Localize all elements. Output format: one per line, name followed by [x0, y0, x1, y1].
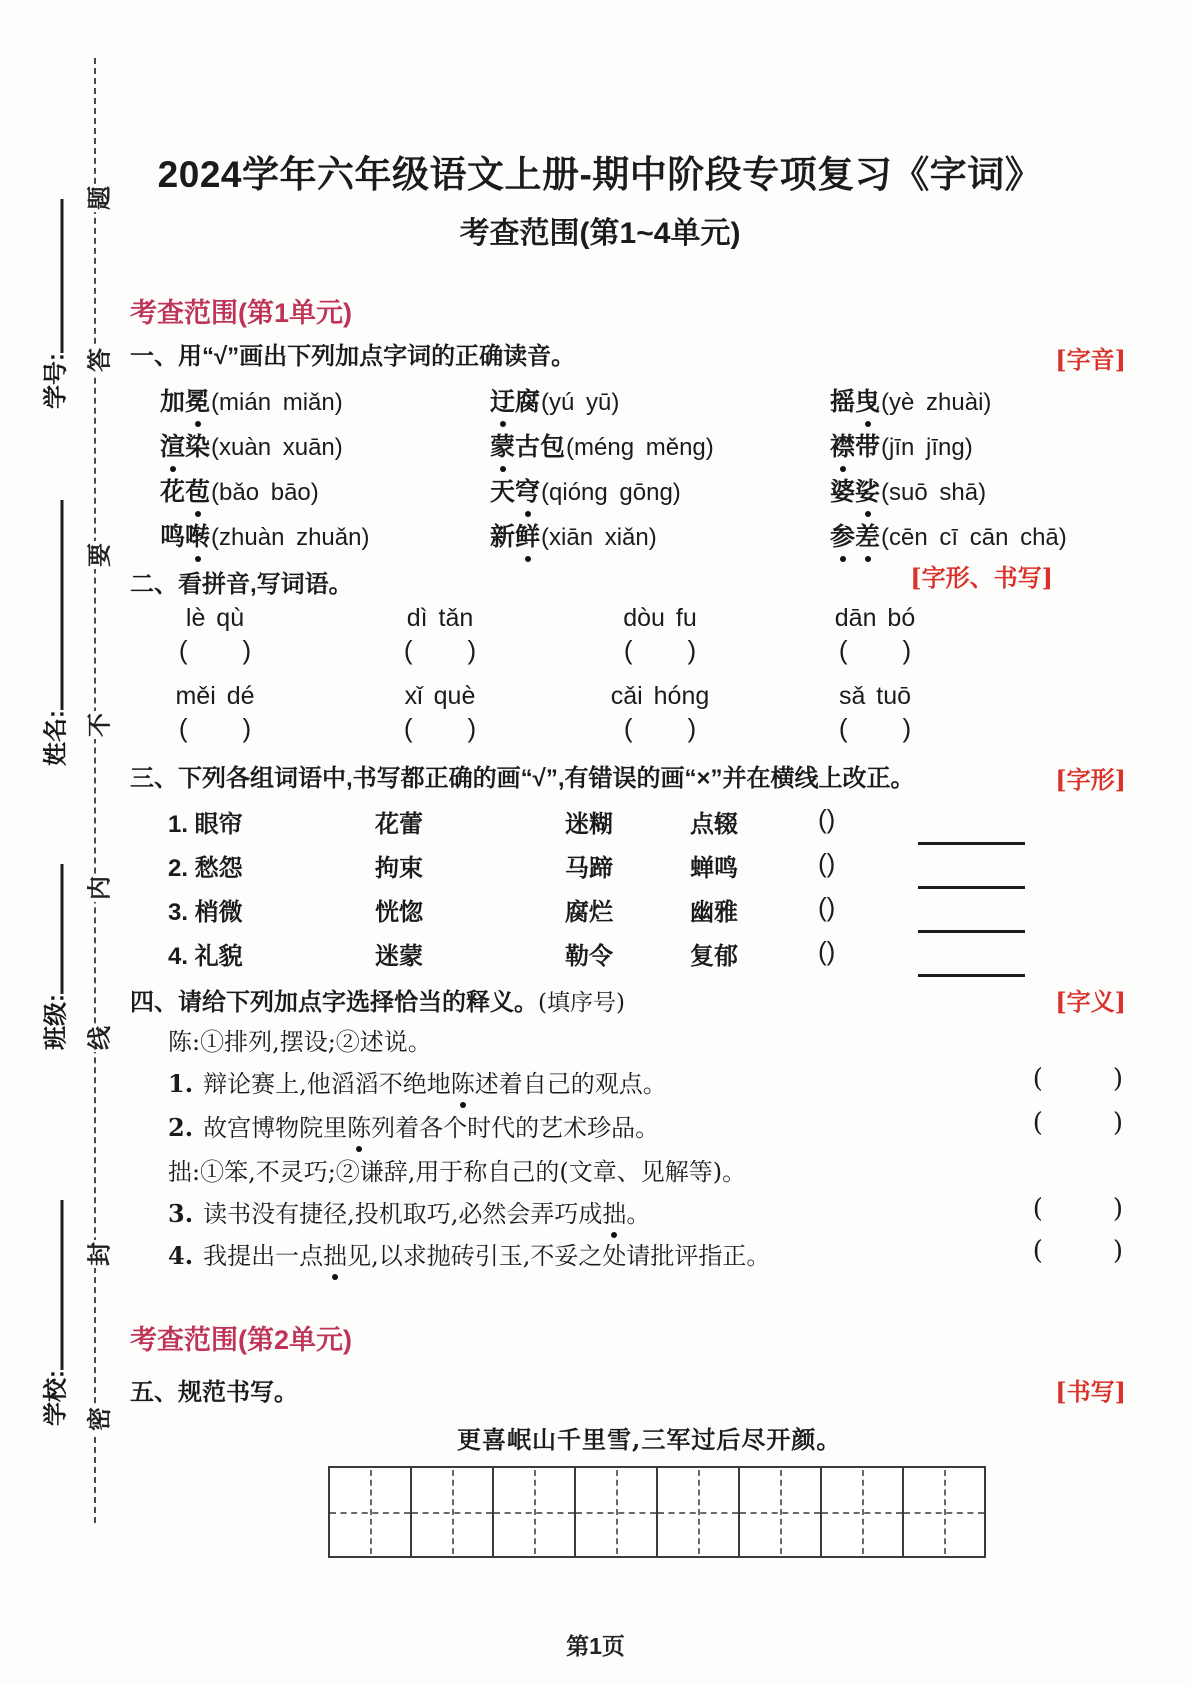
seal-character: 题: [76, 184, 119, 212]
paper-title: 2024学年六年级语文上册-期中阶段专项复习《字词》: [157, 154, 1043, 195]
q1-pinyin-options: (suō shā): [881, 479, 987, 506]
dotted-char: 里: [323, 1114, 348, 1142]
dotted-char: 冕: [185, 382, 210, 418]
q1-word-grid: [130, 382, 1128, 567]
q2-item: [560, 682, 760, 744]
dotted-char: 赛: [251, 1070, 276, 1098]
q2-answer-parens: ( ): [838, 635, 912, 665]
section-heading-unit1: 考查范围(第1单元): [130, 298, 352, 328]
writing-grid-cell: [492, 1466, 576, 1558]
q3-word: 点辍: [690, 811, 738, 838]
dotted-char: 陈: [347, 1108, 371, 1143]
dotted-char: 拙: [323, 1236, 347, 1271]
q4-answer-parens: ( ): [1032, 1194, 1123, 1224]
q3-word: 迷蒙: [375, 943, 423, 970]
dotted-char: 参: [830, 517, 855, 553]
q2-stem: 二、看拼音,写词语。: [130, 571, 353, 598]
dotted-char: 地: [426, 1070, 451, 1098]
writing-grid-cell: [820, 1466, 904, 1558]
dotted-char: 捷: [299, 1200, 324, 1228]
dotted-char: ,: [450, 1200, 459, 1228]
dotted-char: 没: [251, 1200, 276, 1228]
dotted-char: 的: [515, 1114, 540, 1142]
dotted-char: 各: [419, 1114, 444, 1142]
dotted-char: 迂: [490, 382, 515, 418]
q5-copy-sentence: 更喜岷山千里雪,三军过后尽开颜。: [457, 1425, 842, 1454]
dotted-char: 不: [530, 1242, 555, 1270]
q4-sentence-text: [203, 1070, 667, 1098]
q4-answer-parens: ( ): [1032, 1108, 1123, 1138]
paper-subtitle: 考查范围(第1~4单元): [459, 217, 741, 250]
dotted-char: 珍: [587, 1114, 612, 1142]
dotted-char: 摇: [830, 388, 856, 416]
q3-word-rows: [130, 804, 1128, 984]
q1-word: [160, 478, 210, 506]
q2-answer-parens: ( ): [403, 713, 477, 743]
student-info-field: [36, 500, 71, 766]
q3-correction-line: [918, 892, 1025, 933]
writing-grid-cell: [902, 1466, 986, 1558]
q1-pinyin-options: (bǎo bāo): [211, 479, 319, 506]
q1-word: [490, 478, 540, 506]
q4-item-number: 2.: [168, 1113, 194, 1142]
dotted-char: 指: [698, 1242, 723, 1270]
q1-row: [130, 382, 1128, 427]
student-info-field: [36, 199, 71, 409]
q2-answer-parens: ( ): [178, 635, 252, 665]
q2-item: [775, 682, 975, 744]
q3-tag: [字形]: [1055, 765, 1126, 794]
dotted-char: 自: [522, 1070, 547, 1098]
q2-item: [115, 682, 315, 744]
dotted-char: 上: [275, 1070, 300, 1098]
dotted-char: 包: [540, 433, 566, 461]
q3-word: 3. 梢微: [168, 899, 243, 926]
dotted-char: 正: [722, 1242, 747, 1270]
dotted-char: 艺: [539, 1114, 564, 1142]
q4-item-number: 3.: [168, 1199, 194, 1228]
dotted-char: 观: [594, 1070, 619, 1098]
q4-definition: [168, 1022, 1128, 1057]
q3-word: 腐烂: [565, 899, 613, 926]
q3-row: [130, 892, 1128, 936]
dotted-char: 巧: [554, 1200, 579, 1228]
dotted-char: 点: [299, 1242, 324, 1270]
seal-character: 密: [76, 1405, 119, 1433]
seal-dashed-line: [94, 58, 96, 1523]
q4-sentence: [168, 1108, 1128, 1143]
dotted-char: 襟: [830, 427, 855, 463]
dotted-char: 述: [474, 1070, 499, 1098]
dotted-char: 花: [160, 478, 186, 506]
q5-tag: [书写]: [1055, 1377, 1126, 1406]
q1-row: [130, 517, 1128, 562]
field-label: 学校:: [42, 1370, 70, 1426]
q4-stem-note: (填序号): [538, 990, 625, 1016]
section-heading-unit2: 考查范围(第2单元): [130, 1325, 352, 1355]
dotted-char: 博: [251, 1114, 276, 1142]
dotted-char: 腐: [515, 388, 541, 416]
q3-answer-parens: ( ): [818, 848, 836, 878]
q4-definition: [168, 1152, 1128, 1187]
q3-correction-line: [918, 804, 1025, 845]
q2-row: [130, 682, 1128, 760]
q3-word: 1. 眼帘: [168, 811, 243, 838]
q4-tag: [字义]: [1055, 987, 1126, 1016]
dotted-char: 滔: [330, 1070, 355, 1098]
dotted-char: ,: [299, 1070, 307, 1098]
q1-pinyin-options: (yú yū): [541, 389, 620, 416]
q1-pinyin-options: (jīn jīng): [881, 434, 973, 461]
seal-character: 不: [76, 711, 119, 739]
dotted-char: 取: [402, 1200, 427, 1228]
dotted-char: 砖: [450, 1242, 475, 1270]
q3-row: [130, 936, 1128, 980]
q1-pinyin-options: (zhuàn zhuǎn): [211, 524, 370, 551]
dotted-char: 陈: [451, 1064, 475, 1099]
dotted-char: 出: [251, 1242, 276, 1270]
dotted-char: 求: [402, 1242, 427, 1270]
q1-word: [490, 388, 540, 416]
dotted-char: 会: [506, 1200, 531, 1228]
q2-pinyin-grid: [130, 604, 1128, 754]
dotted-char: 辩: [203, 1070, 228, 1098]
dotted-char: 玉: [498, 1242, 523, 1270]
field-blank-line: [43, 199, 64, 353]
writing-grid: [330, 1466, 986, 1558]
dotted-char: 差: [855, 517, 880, 553]
q1-pinyin-options: (qióng gōng): [541, 479, 681, 506]
writing-grid-cell: [574, 1466, 658, 1558]
dotted-char: 成: [578, 1200, 603, 1228]
q2-pinyin: dòu fu: [623, 604, 697, 632]
q1-pinyin-options: (xuàn xuān): [211, 434, 343, 461]
q3-word: 4. 礼貌: [168, 943, 243, 970]
q1-item: [830, 517, 1067, 553]
writing-grid-cell: [328, 1466, 412, 1558]
dotted-char: 径: [323, 1200, 348, 1228]
dotted-char: 己: [546, 1070, 571, 1098]
q1-pinyin-options: (yè zhuài): [881, 389, 992, 416]
q1-word: [160, 523, 210, 551]
q1-tag: [字音]: [1055, 345, 1126, 374]
field-blank-line: [43, 864, 64, 994]
q2-row: [130, 604, 1128, 682]
dotted-char: 穹: [515, 472, 540, 508]
q1-item: [490, 472, 681, 508]
q1-pinyin-options: (méng měng): [566, 434, 714, 461]
q2-item: [115, 604, 315, 666]
q3-word: 2. 愁怨: [168, 855, 243, 882]
q2-pinyin: dān bó: [834, 604, 916, 632]
q1-item: [160, 427, 343, 463]
dotted-char: 古: [515, 433, 541, 461]
q4-sentence: [168, 1064, 1128, 1099]
q1-word: [830, 433, 880, 461]
dotted-char: 机: [378, 1200, 403, 1228]
field-label: 班级:: [42, 994, 70, 1050]
q2-pinyin: xǐ què: [404, 682, 476, 710]
seal-character: 封: [76, 1240, 119, 1268]
q3-word: 拘束: [375, 855, 423, 882]
q2-item: [560, 604, 760, 666]
q3-answer-parens: ( ): [818, 892, 836, 922]
dotted-char: 然: [482, 1200, 507, 1228]
dotted-char: 绝: [402, 1070, 427, 1098]
q1-word: [490, 433, 565, 461]
q1-pinyin-options: (mián miǎn): [211, 389, 343, 416]
q1-item: [490, 427, 714, 463]
dotted-char: 引: [474, 1242, 499, 1270]
q3-word: 幽雅: [690, 899, 738, 926]
dotted-char: 处: [602, 1242, 627, 1270]
dotted-char: 抛: [426, 1242, 451, 1270]
q2-pinyin: dì tǎn: [406, 604, 474, 632]
dotted-char: 时: [467, 1114, 492, 1142]
q1-pinyin-options: (cēn cī cān chā): [881, 524, 1067, 551]
q2-item: [775, 604, 975, 666]
q2-pinyin: měi dé: [175, 682, 255, 710]
q2-answer-parens: ( ): [403, 635, 477, 665]
dotted-char: 请: [626, 1242, 651, 1270]
q3-row: [130, 848, 1128, 892]
dotted-char: 故: [203, 1114, 228, 1142]
dotted-char: 书: [227, 1200, 252, 1228]
student-info-field: [36, 864, 71, 1050]
q3-word: 蝉鸣: [690, 855, 738, 882]
dotted-char: 蒙: [490, 427, 515, 463]
q1-word: [160, 433, 210, 461]
dotted-char: 见: [347, 1242, 372, 1270]
dotted-char: 曳: [855, 382, 880, 418]
q4-sentence-text: [203, 1114, 659, 1142]
q3-correction-line: [918, 848, 1025, 889]
seal-character: 要: [76, 541, 119, 569]
q3-row: [130, 804, 1128, 848]
q1-row: [130, 472, 1128, 517]
writing-grid-cell: [410, 1466, 494, 1558]
q2-pinyin: lè qù: [185, 604, 245, 632]
dotted-char: 拙: [602, 1194, 626, 1229]
q4-sentence: [168, 1194, 1128, 1229]
q1-pinyin-options: (xiān xiǎn): [541, 524, 657, 551]
dotted-char: 必: [458, 1200, 483, 1228]
dotted-char: 点: [618, 1070, 643, 1098]
dotted-char: 一: [275, 1242, 300, 1270]
dotted-char: 新: [490, 523, 516, 551]
dotted-char: 。: [642, 1070, 667, 1098]
dotted-char: 我: [203, 1242, 228, 1270]
dotted-char: 提: [227, 1242, 252, 1270]
q1-word: [830, 478, 880, 506]
dotted-char: 之: [578, 1242, 603, 1270]
q1-item: [830, 472, 986, 508]
dotted-char: 读: [203, 1200, 228, 1228]
field-blank-line: [43, 1200, 64, 1370]
q1-stem: 一、用“√”画出下列加点字词的正确读音。: [130, 343, 576, 370]
q2-pinyin: sǎ tuō: [838, 682, 912, 710]
dotted-char: 他: [306, 1070, 331, 1098]
writing-grid-cell: [656, 1466, 740, 1558]
writing-grid-cell: [738, 1466, 822, 1558]
paper-content: [130, 0, 1128, 1684]
dotted-char: 婆: [830, 478, 856, 506]
q4-sentence: [168, 1236, 1128, 1271]
dotted-char: 。: [626, 1200, 651, 1228]
q1-word: [490, 523, 540, 551]
dotted-char: 苞: [185, 472, 210, 508]
dotted-char: 论: [227, 1070, 252, 1098]
seal-character: 线: [76, 1024, 119, 1052]
q1-item: [830, 427, 973, 463]
dotted-char: 。: [746, 1242, 771, 1270]
field-label: 姓名:: [42, 710, 70, 766]
dotted-char: 有: [275, 1200, 300, 1228]
page-number: 第1页: [566, 1633, 625, 1659]
q1-word: [160, 388, 210, 416]
dotted-char: 着: [498, 1070, 523, 1098]
q3-word: 花蕾: [375, 811, 423, 838]
q2-answer-parens: ( ): [623, 635, 697, 665]
q2-pinyin: cǎi hóng: [610, 682, 710, 710]
q1-item: [160, 382, 343, 418]
q3-answer-parens: ( ): [818, 804, 836, 834]
q4-definition-text: 陈:①排列,摆设;②述说。: [168, 1028, 432, 1056]
q1-item: [160, 472, 319, 508]
q4-item-number: 1.: [168, 1069, 194, 1098]
dotted-char: 天: [490, 478, 516, 506]
q1-item: [490, 382, 619, 418]
dotted-char: 评: [674, 1242, 699, 1270]
q5-stem: 五、规范书写。: [130, 1379, 298, 1406]
q1-word: [830, 388, 880, 416]
q3-word: 迷糊: [565, 811, 613, 838]
q1-item: [160, 517, 369, 553]
dotted-char: 染: [185, 433, 211, 461]
dotted-char: 巧: [426, 1200, 451, 1228]
q4-item-number: 4.: [168, 1241, 194, 1270]
seal-character: 答: [76, 346, 119, 374]
dotted-char: 妥: [554, 1242, 579, 1270]
q3-correction-line: [918, 936, 1025, 977]
q1-word: [830, 523, 880, 551]
dotted-char: 滔: [354, 1070, 379, 1098]
q1-row: [130, 427, 1128, 472]
dotted-char: 加: [160, 388, 186, 416]
dotted-char: 的: [570, 1070, 595, 1098]
dotted-char: 带: [855, 433, 881, 461]
dotted-char: 弄: [530, 1200, 555, 1228]
field-label: 学号:: [42, 353, 70, 409]
dotted-char: 物: [275, 1114, 300, 1142]
q2-item: [340, 682, 540, 744]
q4-sentences: [130, 1022, 1128, 1287]
dotted-char: 院: [299, 1114, 324, 1142]
q3-word: 勒令: [565, 943, 613, 970]
q1-item: [830, 382, 991, 418]
q4-sentence-text: [203, 1200, 650, 1228]
dotted-char: 个: [443, 1114, 468, 1142]
student-info-field: [36, 1200, 71, 1426]
dotted-char: 以: [378, 1242, 403, 1270]
dotted-char: 鸣: [160, 523, 186, 551]
q1-item: [490, 517, 657, 553]
q4-stem: 四、请给下列加点字选择恰当的释义。(填序号): [130, 989, 625, 1016]
q2-answer-parens: ( ): [178, 713, 252, 743]
dotted-char: 啭: [185, 517, 210, 553]
dotted-char: 代: [491, 1114, 516, 1142]
dotted-char: 。: [635, 1114, 660, 1142]
dotted-char: ,: [347, 1200, 355, 1228]
dotted-char: 投: [354, 1200, 379, 1228]
q4-definition-text: 拙:①笨,不灵巧;②谦辞,用于称自己的(文章、见解等)。: [168, 1158, 747, 1186]
dotted-char: ,: [522, 1242, 531, 1270]
q2-item: [340, 604, 540, 666]
dotted-char: ,: [371, 1242, 379, 1270]
q4-answer-parens: ( ): [1032, 1064, 1123, 1094]
q2-answer-parens: ( ): [623, 713, 697, 743]
q3-word: 马蹄: [565, 855, 613, 882]
q2-tag: [字形、书写]: [910, 563, 1053, 592]
dotted-char: 品: [611, 1114, 636, 1142]
seal-character: 内: [76, 874, 119, 902]
field-blank-line: [43, 500, 64, 710]
q3-stem: 三、下列各组词语中,书写都正确的画“√”,有错误的画“×”并在横线上改正。: [130, 765, 915, 792]
q2-answer-parens: ( ): [838, 713, 912, 743]
dotted-char: 列: [371, 1114, 396, 1142]
dotted-char: 不: [378, 1070, 403, 1098]
dotted-char: 着: [395, 1114, 420, 1142]
dotted-char: 鲜: [515, 517, 540, 553]
dotted-char: 批: [650, 1242, 675, 1270]
q4-answer-parens: ( ): [1032, 1236, 1123, 1266]
dotted-char: 娑: [855, 472, 880, 508]
dotted-char: 宫: [227, 1114, 252, 1142]
q4-sentence-text: [203, 1242, 770, 1270]
q3-word: 复郁: [690, 943, 738, 970]
q3-answer-parens: ( ): [818, 936, 836, 966]
dotted-char: 渲: [160, 427, 185, 463]
q3-word: 恍惚: [375, 899, 423, 926]
dotted-char: 术: [563, 1114, 588, 1142]
